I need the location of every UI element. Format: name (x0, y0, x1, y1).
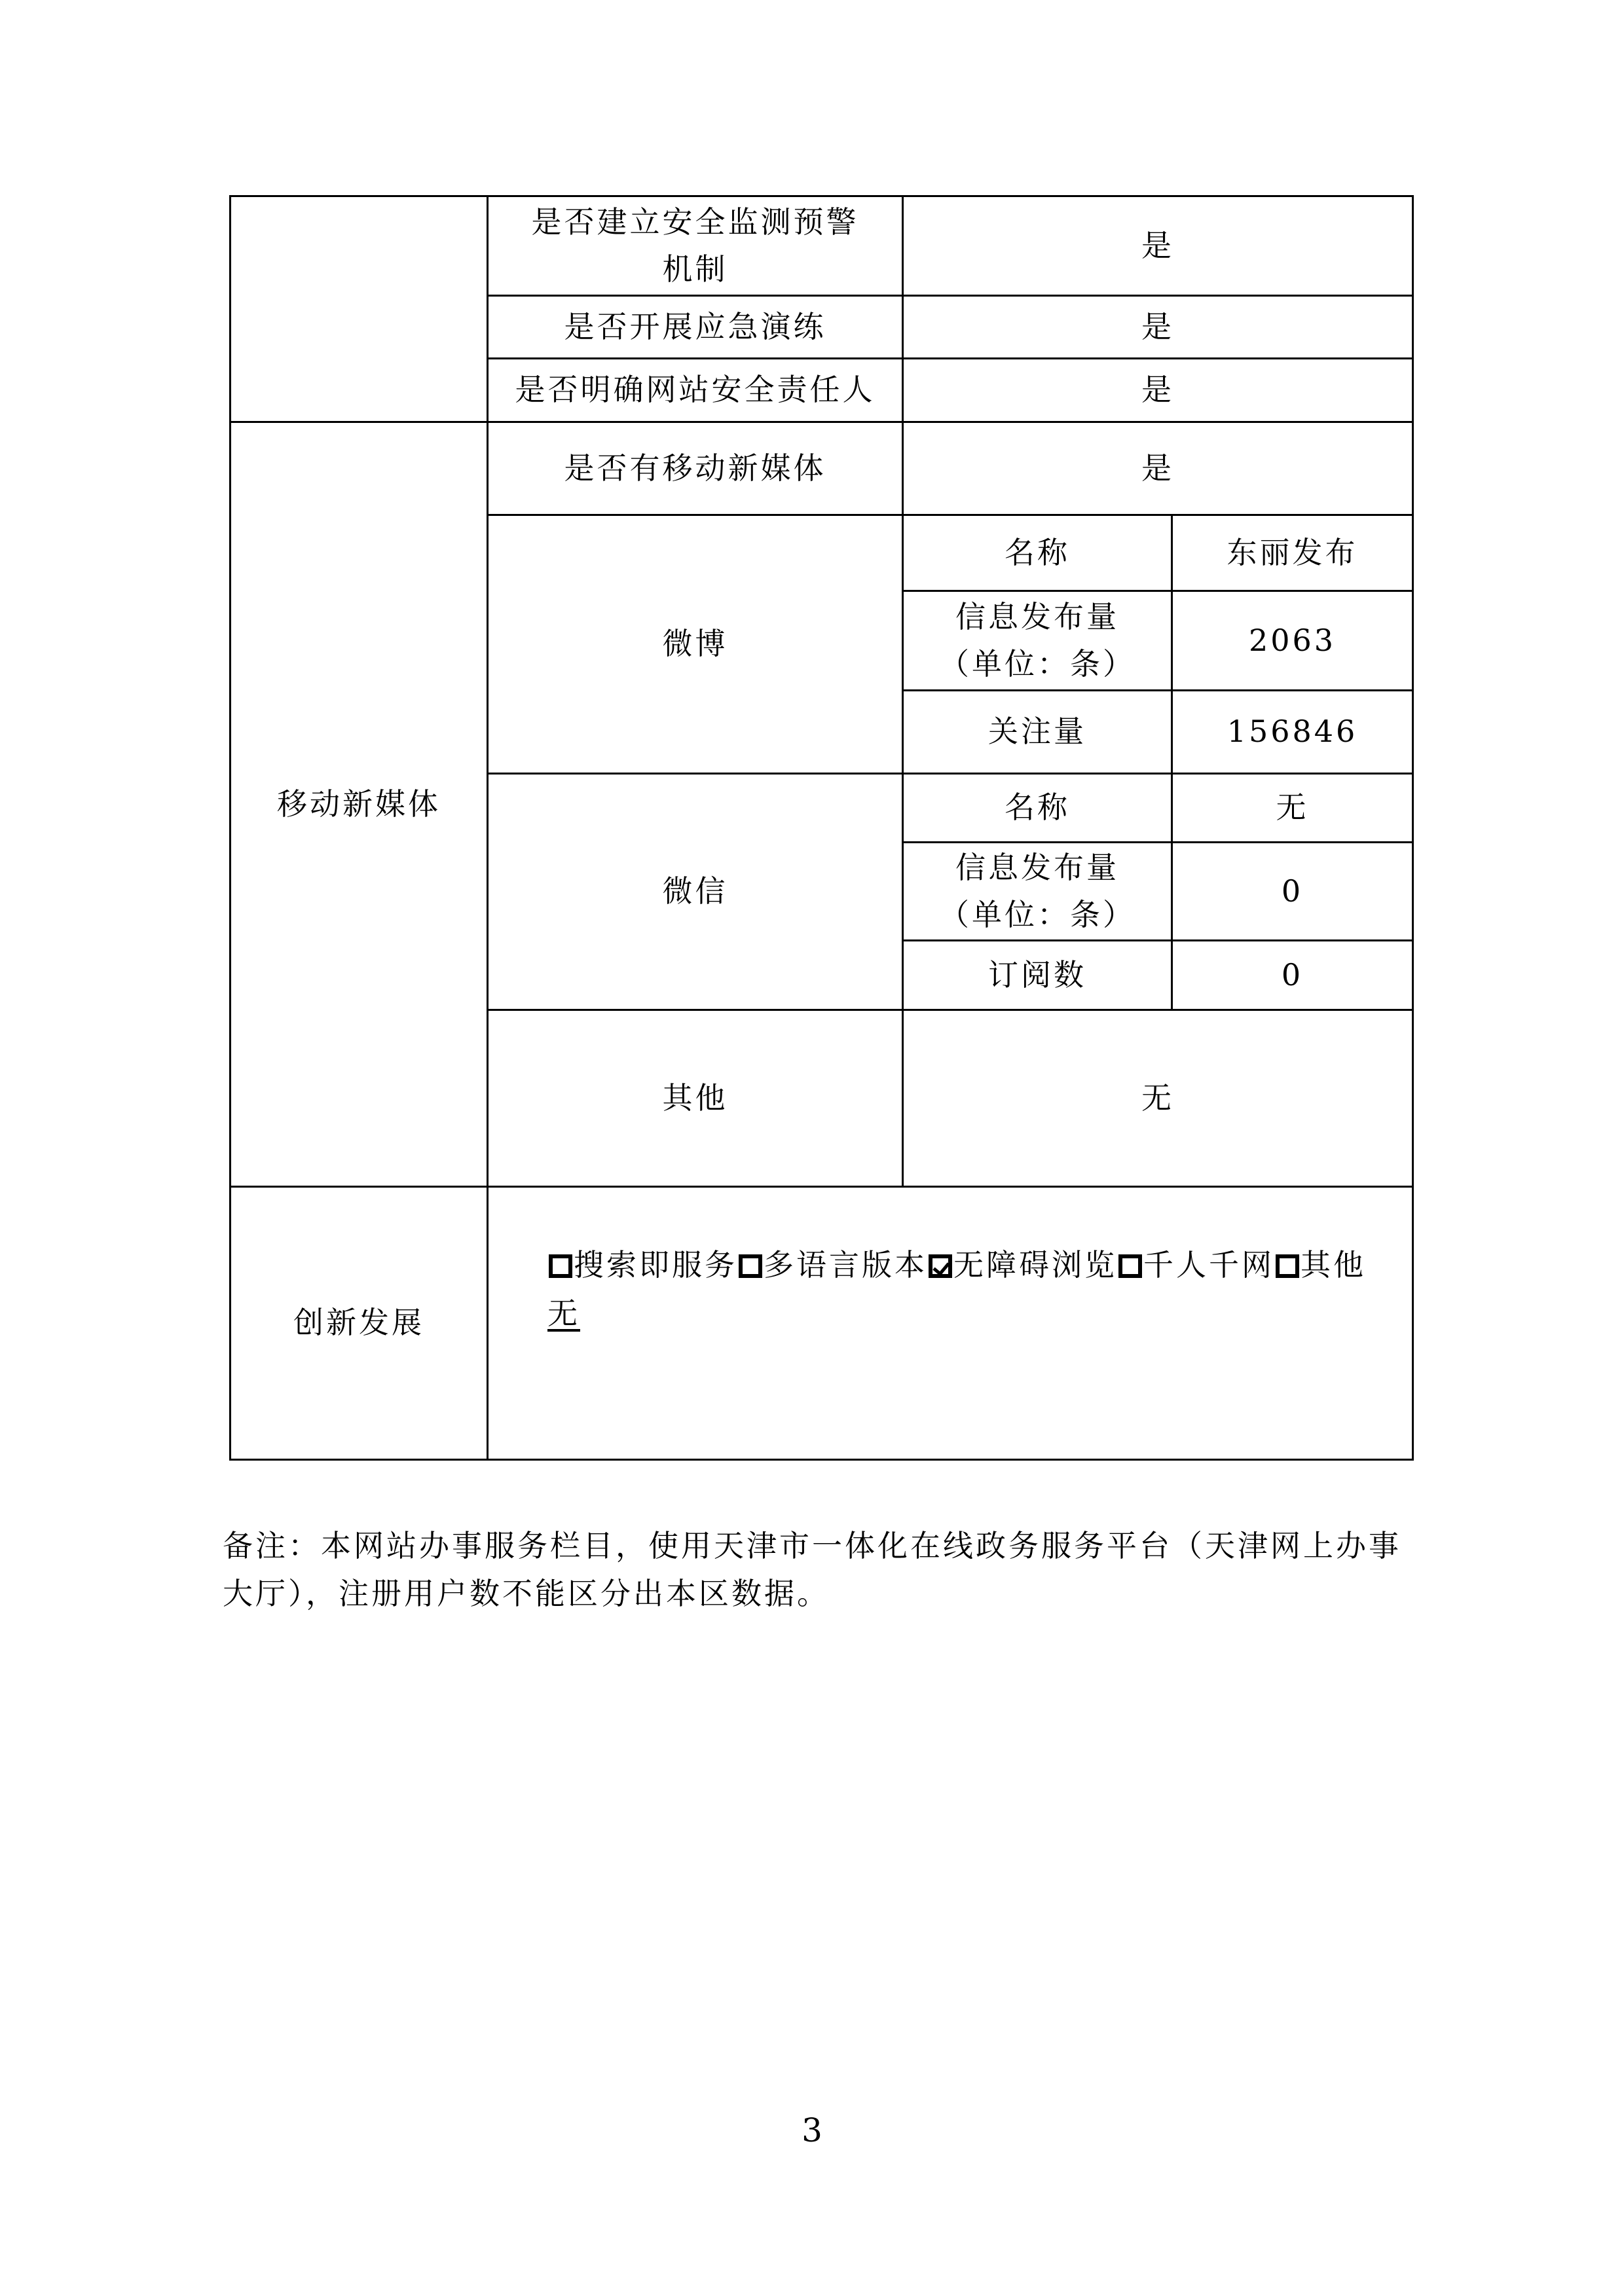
label-line: 机制 (662, 251, 728, 287)
security-monitoring-label (488, 196, 903, 296)
innovation-other-line (547, 1290, 1399, 1338)
mobile-section-label: 移动新媒体 (231, 422, 488, 1187)
wechat-name-label: 名称 (903, 774, 1172, 843)
table-row (231, 422, 1413, 515)
note-paragraph: 备注：本网站办事服务栏目，使用天津市一体化在线政务服务平台（天津网上办事大厅），注册用户数不能区分出本区数据。 (223, 1528, 1401, 1611)
innovation-label: 创新发展 (231, 1187, 488, 1460)
innovation-other-value: 无 (547, 1295, 580, 1331)
report-table (229, 195, 1414, 1461)
innovation-options-cell (488, 1187, 1413, 1460)
weibo-name-label: 名称 (903, 515, 1172, 591)
has-mobile-label: 是否有移动新媒体 (488, 422, 903, 515)
page-number: 3 (802, 2111, 822, 2149)
table-row (231, 1187, 1413, 1460)
weibo-name-value: 东丽发布 (1172, 515, 1413, 591)
option-label-other: 其他 (1301, 1247, 1366, 1283)
label-line: 是否建立安全监测预警 (531, 204, 859, 240)
table-row (231, 196, 1413, 296)
label-line: （单位：条） (939, 896, 1135, 932)
security-officer-value: 是 (903, 359, 1413, 422)
security-section-cell (231, 196, 488, 422)
checkbox-search-service[interactable] (549, 1254, 572, 1278)
wechat-subscribers-value: 0 (1172, 941, 1413, 1010)
has-mobile-value: 是 (903, 422, 1413, 515)
weibo-followers-label: 关注量 (903, 691, 1172, 774)
weibo-label: 微博 (488, 515, 903, 774)
checkbox-personalized[interactable] (1118, 1254, 1142, 1278)
label-line: 信息发布量 (955, 599, 1119, 635)
option-label-accessibility: 无障碍浏览 (953, 1247, 1117, 1283)
option-label-multi-language: 多语言版本 (764, 1247, 927, 1283)
checkbox-other[interactable] (1276, 1254, 1299, 1278)
security-monitoring-value: 是 (903, 196, 1413, 296)
weibo-publish-label (903, 591, 1172, 691)
emergency-drill-value: 是 (903, 296, 1413, 359)
weibo-publish-value: 2063 (1172, 591, 1413, 691)
label-line: （单位：条） (939, 646, 1135, 682)
other-media-label: 其他 (488, 1010, 903, 1187)
checkbox-multi-language[interactable] (739, 1254, 762, 1278)
option-label-search-service: 搜索即服务 (574, 1247, 737, 1283)
security-officer-label: 是否明确网站安全责任人 (488, 359, 903, 422)
wechat-publish-label (903, 843, 1172, 941)
emergency-drill-label: 是否开展应急演练 (488, 296, 903, 359)
innovation-options (547, 1241, 1399, 1290)
weibo-followers-value: 156846 (1172, 691, 1413, 774)
other-media-value: 无 (903, 1010, 1413, 1187)
wechat-name-value: 无 (1172, 774, 1413, 843)
wechat-publish-value: 0 (1172, 843, 1413, 941)
label-line: 信息发布量 (955, 850, 1119, 886)
wechat-subscribers-label: 订阅数 (903, 941, 1172, 1010)
wechat-label: 微信 (488, 774, 903, 1010)
option-label-personalized: 千人千网 (1143, 1247, 1274, 1283)
checkbox-accessibility[interactable] (929, 1254, 952, 1278)
